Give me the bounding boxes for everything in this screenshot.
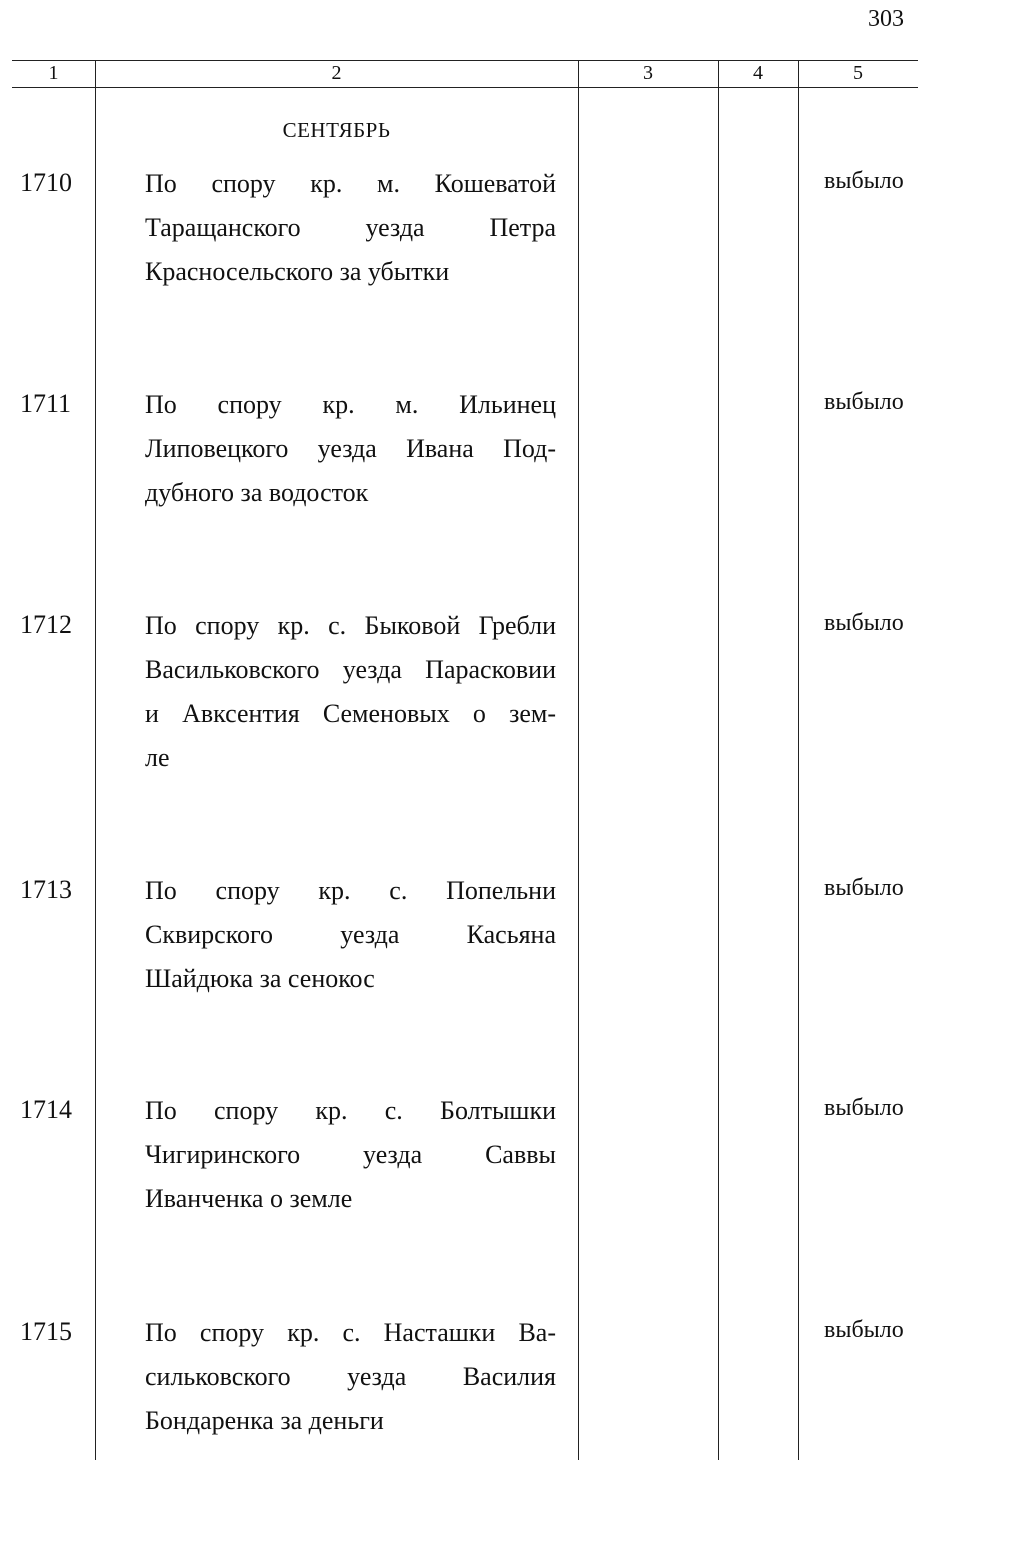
case-description	[145, 610, 556, 786]
description-line: Шайдюка за сенокос	[145, 964, 375, 993]
description-line: Васильковского уезда Парасковии	[145, 655, 556, 684]
description-line: и Авксентия Семеновых о зем-	[145, 699, 556, 728]
case-number: 1711	[20, 389, 72, 418]
description-line: По спору кр. с. Попельни	[145, 876, 556, 905]
description-line: Чигиринского уезда Саввы	[145, 1140, 556, 1169]
column-header-4: 4	[753, 62, 763, 84]
page-number: 303	[868, 6, 904, 32]
column-header-1: 1	[48, 62, 59, 84]
case-number: 1714	[20, 1095, 72, 1124]
column-divider	[95, 60, 96, 1460]
description-line: Иванченка о земле	[145, 1184, 353, 1213]
case-status: выбыло	[824, 1095, 904, 1121]
description-line: Красносельского за убытки	[145, 257, 450, 286]
case-status: выбыло	[824, 389, 904, 415]
table-top-rule	[12, 60, 918, 61]
case-status: выбыло	[824, 168, 904, 194]
column-divider	[578, 60, 579, 1460]
description-line: ле	[145, 743, 170, 772]
case-status: выбыло	[824, 875, 904, 901]
column-divider	[718, 60, 719, 1460]
description-line: Бондаренка за деньги	[145, 1406, 384, 1435]
case-number: 1713	[20, 875, 72, 904]
column-header-2: 2	[331, 62, 342, 84]
table-header-rule	[12, 87, 918, 88]
description-line: По спору кр. м. Кошеватой	[145, 169, 556, 198]
case-status: выбыло	[824, 1317, 904, 1343]
description-line: По спору кр. м. Ильинец	[145, 390, 556, 419]
case-number: 1712	[20, 610, 72, 639]
column-header-3: 3	[643, 62, 653, 84]
description-line: По спору кр. с. Болтышки	[145, 1096, 556, 1125]
description-line: По спору кр. с. Насташки Ва-	[145, 1318, 556, 1347]
month-heading: СЕНТЯБРЬ	[282, 118, 391, 142]
description-line: Липовецкого уезда Ивана Под-	[145, 434, 556, 463]
case-description	[145, 168, 556, 300]
case-description	[145, 875, 556, 1007]
case-number: 1710	[20, 168, 72, 197]
column-divider	[798, 60, 799, 1460]
case-description	[145, 1095, 556, 1227]
description-line: Сквирского уезда Касьяна	[145, 920, 556, 949]
description-line: Таращанского уезда Петра	[145, 213, 556, 242]
case-number: 1715	[20, 1317, 72, 1346]
case-status: выбыло	[824, 610, 904, 636]
description-line: По спору кр. с. Быковой Гребли	[145, 611, 556, 640]
case-description	[145, 389, 556, 521]
case-description	[145, 1317, 556, 1449]
column-header-5: 5	[853, 62, 863, 84]
description-line: дубного за водосток	[145, 478, 369, 507]
description-line: сильковского уезда Василия	[145, 1362, 556, 1391]
